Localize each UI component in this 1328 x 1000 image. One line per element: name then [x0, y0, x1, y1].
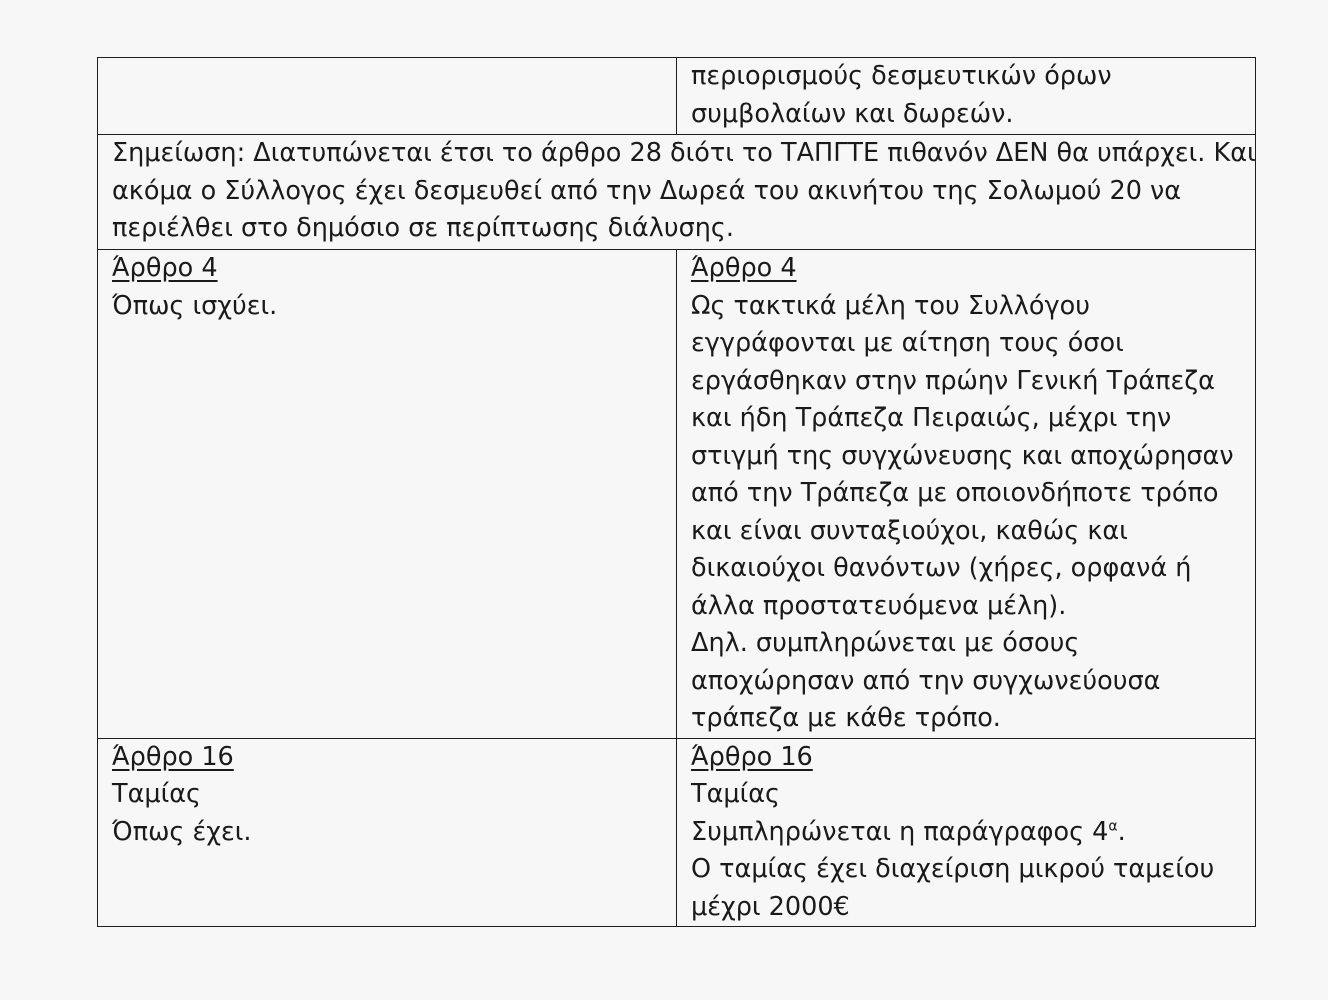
paragraph-line [691, 814, 1243, 852]
text-line: άλλα προστατευόμενα μέλη). [691, 590, 1067, 621]
table-row-article-16 [98, 738, 1256, 927]
text-line: Ταμίας [112, 779, 202, 809]
article-heading: Άρθρο 16 [112, 741, 234, 772]
text-line: Όπως ισχύει. [112, 290, 278, 321]
text-line: αποχώρησαν από την συγχωνεύουσα [691, 665, 1161, 696]
text-line: Ως τακτικά μέλη του Συλλόγου [691, 290, 1090, 321]
comparison-table [97, 57, 1256, 927]
text-line: Ταμίας [691, 779, 781, 809]
note-line: ακόμα ο Σύλλογος έχει δεσμευθεί από την Δωρεά του ακινήτου της Σολωμού 20 να [112, 175, 1182, 206]
left-cell-article-4 [98, 250, 677, 739]
left-cell-article-16 [98, 738, 677, 927]
article-heading: Άρθρο 16 [691, 741, 813, 772]
note-line: Σημείωση: Διατυπώνεται έτσι το άρθρο 28 διότι το ΤΑΠΓΤΕ πιθανόν ΔΕΝ θα υπάρχει. Και [112, 138, 1256, 168]
text-line: συμβολαίων και δωρεών. [691, 98, 1014, 129]
text-line: δικαιούχοι θανόντων (χήρες, ορφανά ή [691, 553, 1192, 583]
table-row-continuation [98, 58, 1256, 135]
text-line: εγγράφονται με αίτηση τους όσοι [691, 328, 1124, 358]
note-cell [98, 135, 1256, 250]
text-line: τράπεζα με κάθε τρόπο. [691, 703, 1001, 733]
text-line: μέχρι 2000€ [691, 891, 850, 922]
text-line: Δηλ. συμπληρώνεται με όσους [691, 628, 1080, 658]
paragraph-end: . [1117, 816, 1126, 847]
article-heading: Άρθρο 4 [112, 253, 218, 283]
note-line: περιέλθει στο δημόσιο σε περίπτωσης διάλυσης. [112, 213, 734, 243]
paragraph-text: Συμπληρώνεται η παράγραφος 4 [691, 816, 1109, 847]
article-heading: Άρθρο 4 [691, 253, 797, 283]
text-line: Ο ταμίας έχει διαχείριση μικρού ταμείου [691, 854, 1215, 884]
right-cell-article-16 [677, 738, 1256, 927]
table-row-article-4 [98, 250, 1256, 739]
text-line: από την Τράπεζα με οποιονδήποτε τρόπο [691, 478, 1219, 508]
text-line: και ήδη Τράπεζα Πειραιώς, μέχρι την [691, 403, 1172, 433]
text-line: στιγμή της συγχώνευσης και αποχώρησαν [691, 440, 1234, 471]
paragraph-superscript: α [1108, 818, 1118, 834]
text-line: περιορισμούς δεσμευτικών όρων [691, 61, 1112, 91]
text-line: εργάσθηκαν στην πρώην Γενική Τράπεζα [691, 365, 1215, 396]
table-row-note [98, 135, 1256, 250]
right-cell-continuation [677, 58, 1256, 135]
right-cell-article-4 [677, 250, 1256, 739]
text-line: και είναι συνταξιούχοι, καθώς και [691, 515, 1128, 546]
left-cell-empty [98, 58, 677, 135]
text-line: Όπως έχει. [112, 816, 252, 847]
